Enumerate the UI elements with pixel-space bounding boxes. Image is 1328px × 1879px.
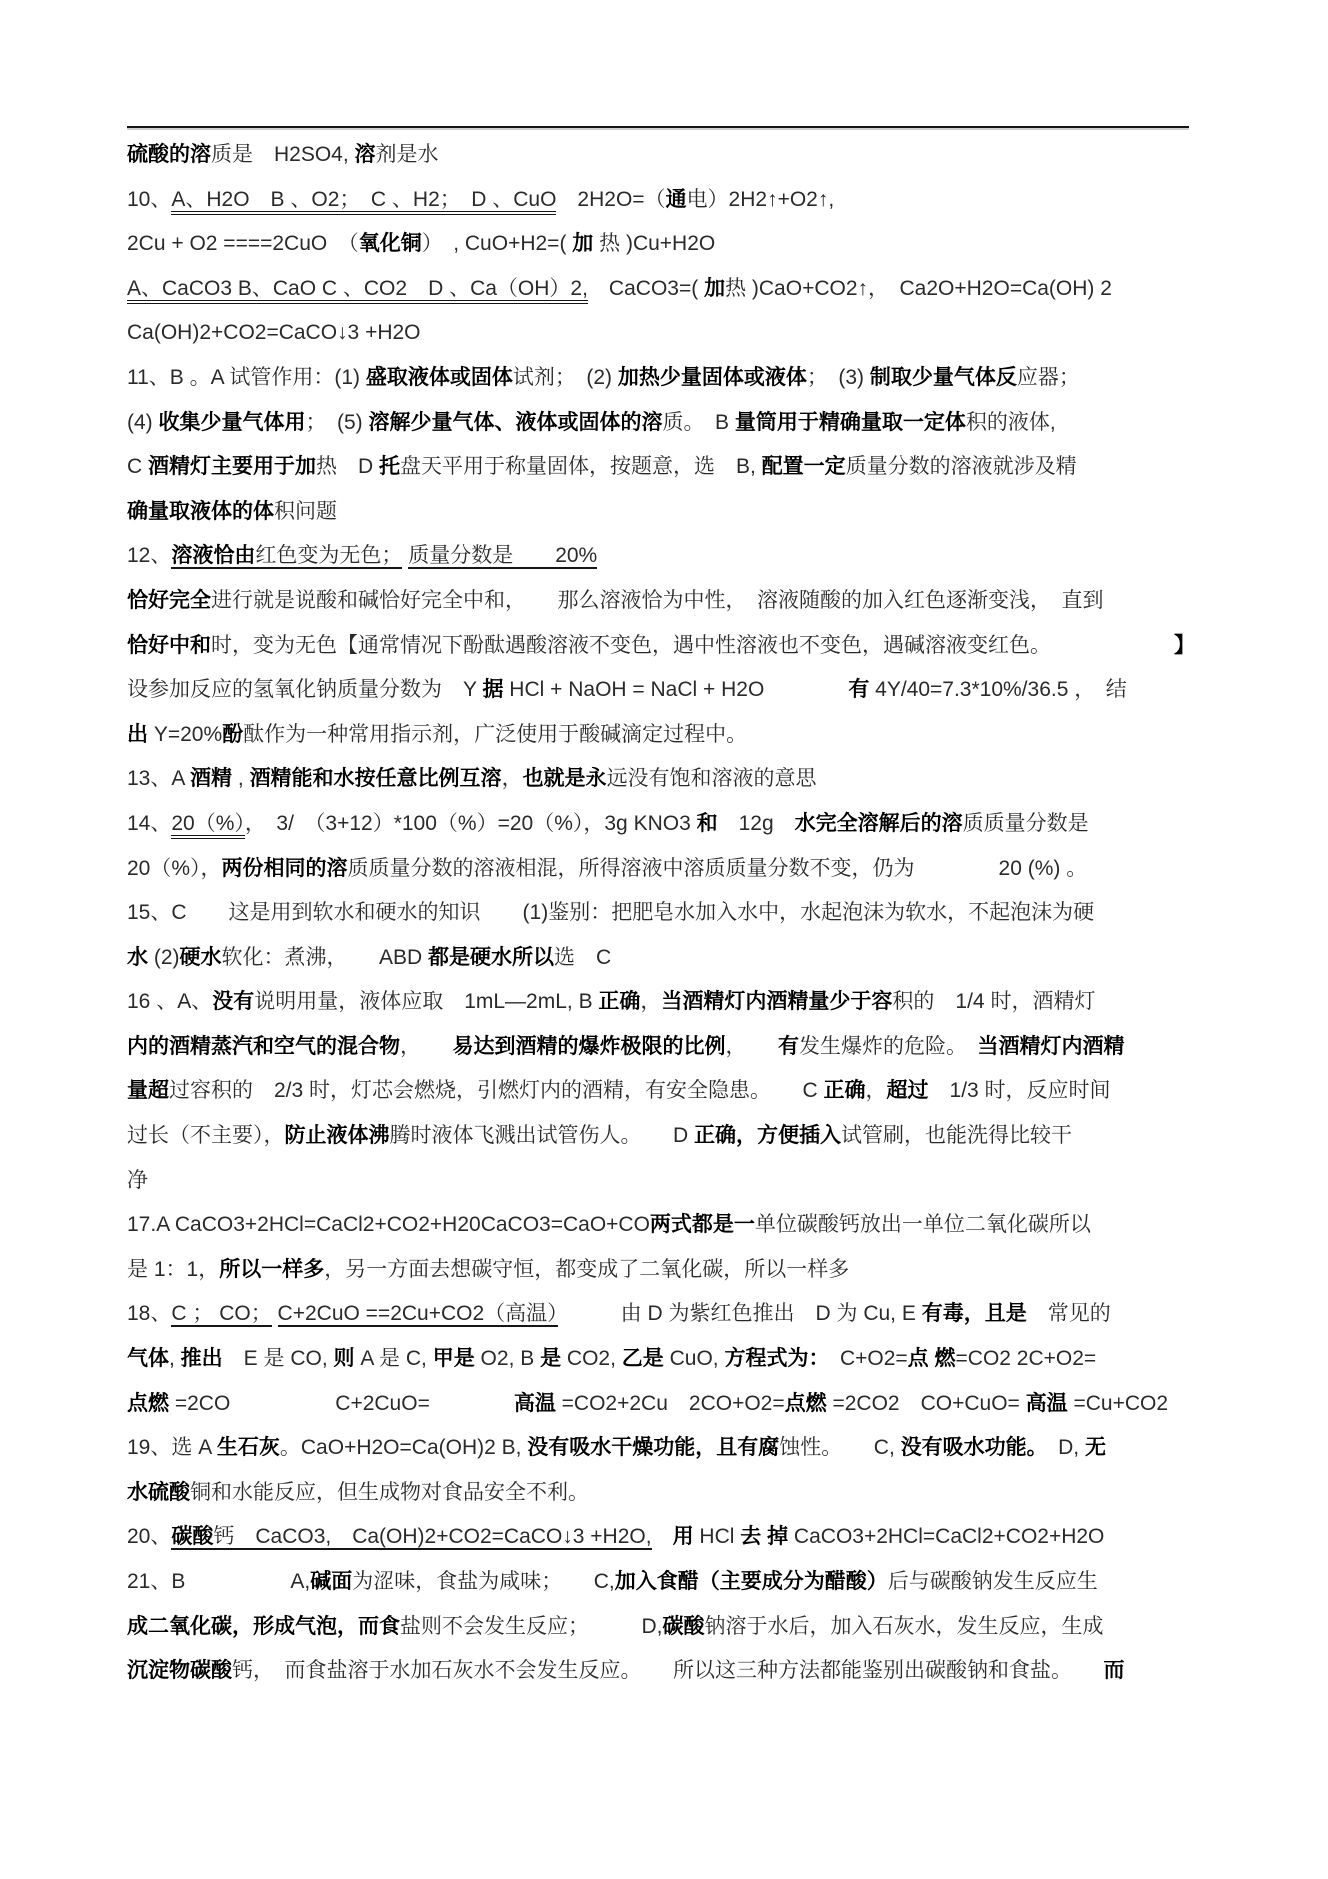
- text-segment: B,: [736, 455, 762, 479]
- text-segment: 后与碳酸钠发生反应生: [887, 1570, 1098, 1593]
- line-q10-a: [127, 178, 1195, 223]
- text-segment: 热 )Cu+H2O: [593, 232, 716, 256]
- text-segment: =Cu+CO2: [1067, 1391, 1169, 1415]
- text-segment: 也就是永: [522, 767, 607, 791]
- text-segment: 推出: [180, 1347, 223, 1371]
- text-segment: ，: [865, 1079, 887, 1103]
- text-segment: 说明用量，液体应取 1mL—2mL, B: [254, 990, 599, 1014]
- text-segment: 没有吸水功能。: [900, 1436, 1038, 1460]
- text-segment: =CO2+2Cu 2CO+O2=: [555, 1391, 785, 1415]
- text-segment: 两式都是一: [649, 1213, 755, 1237]
- text-segment: 方程式为：: [724, 1347, 819, 1371]
- line-q18-b: [127, 1337, 1195, 1382]
- text-segment: 选 C: [554, 945, 612, 969]
- line-q18-c: [127, 1382, 1195, 1427]
- text-segment: 铜和水能反应，但生成物对食品安全不利。: [190, 1480, 589, 1504]
- text-segment: HCl + NaOH = NaCl + H2O: [503, 678, 849, 702]
- text-segment: 都是硬水所以: [428, 945, 555, 969]
- text-segment: 溶液恰由: [171, 544, 256, 568]
- line-q12-a: [127, 534, 1195, 579]
- text-segment: (2): [148, 945, 180, 969]
- line-q12-e: [127, 713, 1195, 758]
- header-rule: [127, 126, 1189, 128]
- text-segment: ,: [232, 767, 250, 791]
- text-segment: 发生爆炸的危险。: [799, 1034, 978, 1058]
- text-segment: 试剂； (2): [512, 365, 618, 389]
- text-segment: 成二氧化碳，形成气泡，而食: [127, 1614, 400, 1638]
- text-segment: 正确: [823, 1079, 866, 1103]
- text-segment: 钙 CaCO3, Ca(OH)2+CO2=CaCO↓3 +H2O,: [213, 1525, 652, 1549]
- text-segment: 试管刷，也能洗得比较干: [841, 1124, 1072, 1148]
- text-segment: 托: [379, 455, 400, 479]
- text-segment: 正确: [598, 990, 641, 1014]
- text-segment: ； (3): [806, 365, 870, 389]
- text-segment: 碳酸: [662, 1614, 705, 1638]
- text-segment: 水完全溶解后的溶: [794, 811, 963, 835]
- text-segment: 量超: [127, 1079, 169, 1103]
- text-segment: 乙是: [621, 1347, 664, 1371]
- text-segment: 碱面: [310, 1570, 353, 1593]
- text-segment: 加: [572, 232, 594, 256]
- line-q13: [127, 757, 1195, 802]
- text-segment: CO2,: [561, 1347, 622, 1371]
- text-segment: 盐则不会发生反应； D,: [400, 1614, 663, 1638]
- text-segment: 2Cu + O2 ====2CuO （: [127, 232, 359, 256]
- text-segment: 电）2H2↑+O2↑,: [686, 187, 835, 211]
- text-segment: ） , CuO+H2=(: [421, 232, 573, 256]
- text-segment: 生石灰: [216, 1436, 280, 1460]
- line-q10-d: [127, 311, 1195, 356]
- text-segment: 12g: [717, 811, 795, 835]
- text-segment: 过容积的 2/3 时，灯芯会燃烧，引燃灯内的酒精，有安全隐患。 C: [169, 1079, 824, 1103]
- text-segment: O2, B: [474, 1347, 541, 1371]
- text-segment: ，: [400, 1034, 453, 1058]
- text-segment: Ca(OH)2+CO2=CaCO↓3 +H2O: [127, 321, 421, 345]
- line-q12-d: [127, 668, 1195, 713]
- text-segment: 盘天平用于称量固体，按题意，选: [400, 455, 736, 479]
- text-segment: 收集少量气体用: [158, 410, 306, 434]
- text-segment: 12、: [127, 544, 172, 568]
- text-segment: 】: [1174, 633, 1195, 657]
- text-segment: 应器；: [1016, 365, 1080, 389]
- text-segment: ,: [169, 1347, 181, 1371]
- text-segment: 所以一样多: [219, 1257, 325, 1281]
- text-segment: 酒精能和水按任意比例互溶: [249, 767, 502, 791]
- text-segment: 有: [848, 678, 870, 702]
- text-segment: HCl: [693, 1525, 741, 1549]
- text-segment: 时，变为无色【通常情况下酚酞遇酸溶液不变色，遇中性溶液也不变色，遇碱溶液变红色。: [211, 633, 1051, 657]
- text-segment: 钙， 而食盐溶于水加石灰水不会发生反应。 所以这三种方法都能鉴别出碳酸钠和食盐。: [232, 1659, 1104, 1683]
- text-segment: A、CaCO3 B、CaO C 、CO2 D 、Ca（OH）2,: [127, 277, 588, 304]
- text-segment: 没有: [212, 990, 255, 1014]
- text-segment: 质量分数的溶液就涉及精: [845, 455, 1077, 479]
- text-segment: CuO,: [663, 1347, 725, 1371]
- text-segment: 则: [333, 1347, 355, 1371]
- text-segment: 过长（不主要），: [127, 1124, 285, 1148]
- text-segment: 氧化铜: [358, 232, 422, 256]
- text-segment: E 是 CO,: [222, 1347, 334, 1371]
- text-segment: 由 D 为紫红色推出 D 为 Cu, E: [557, 1302, 922, 1326]
- text-segment: 质是: [211, 143, 253, 166]
- line-q17-a: [127, 1203, 1195, 1248]
- text-segment: 是 1：1，: [127, 1257, 220, 1281]
- text-segment: ，: [501, 767, 523, 791]
- text-segment: 有: [778, 1034, 799, 1058]
- text-segment: 恰好中和: [127, 633, 211, 657]
- text-segment: 进行就是说酸和碱恰好完全中和， 那么溶液恰为中性， 溶液随酸的加入红色逐渐变浅， 直到: [211, 588, 1104, 612]
- line-q10-b: [127, 222, 1195, 267]
- text-segment: 据: [482, 678, 504, 702]
- text-segment: 配置一定: [761, 455, 846, 479]
- text-segment: C: [127, 455, 148, 479]
- text-segment: 4Y/40=7.3*10%/36.5 ， 结: [869, 678, 1127, 702]
- text-segment: D,: [1037, 1436, 1085, 1460]
- text-segment: 确量取液体的体: [127, 499, 274, 523]
- text-segment: 1/3 时，反应时间: [928, 1079, 1111, 1103]
- text-segment: 为涩味，食盐为咸味； C,: [352, 1570, 615, 1593]
- text-segment: 恰好完全: [127, 588, 211, 612]
- text-segment: 积问题: [274, 499, 337, 523]
- text-segment: 酒精灯主要用于加: [148, 455, 316, 479]
- line-q12-b: [127, 579, 1195, 624]
- text-segment: 剂是水: [375, 143, 439, 166]
- text-segment: ， 3/ （3+12）*100（%）=20（%），3g KNO3: [244, 811, 697, 835]
- text-segment: 2H2O=（: [556, 187, 666, 211]
- text-segment: 沉淀物碳酸: [127, 1659, 232, 1683]
- text-segment: 热 D: [316, 455, 379, 479]
- text-segment: 20（%），: [127, 856, 222, 880]
- text-segment: 水: [127, 945, 148, 969]
- text-segment: 和: [696, 811, 718, 835]
- text-segment: 18、: [127, 1302, 172, 1326]
- text-segment: 20（%）: [171, 812, 245, 839]
- text-segment: 碳酸: [171, 1525, 214, 1549]
- text-segment: 高温: [513, 1391, 556, 1415]
- line-q20: [127, 1515, 1195, 1560]
- text-segment: 内的酒精蒸汽和空气的混合物: [127, 1034, 400, 1058]
- text-segment: 热 )CaO+CO2↑， Ca2O+H2O=Ca(OH) 2: [725, 276, 1112, 300]
- text-segment: A 是 C,: [354, 1347, 433, 1371]
- line-09-tail: [127, 133, 1195, 178]
- text-segment: 加热少量固体或液体: [617, 365, 807, 389]
- line-q21-c: [127, 1649, 1195, 1694]
- text-segment: =CO2 2C+O2=: [955, 1347, 1097, 1371]
- text-segment: CaCO3=(: [587, 276, 705, 300]
- text-segment: 蚀性。 C,: [779, 1436, 901, 1460]
- text-segment: 质质量分数的溶液相混，所得溶液中溶质质量分数不变，仍为 20 (%) 。: [347, 856, 1088, 880]
- text-segment: 通: [665, 187, 687, 211]
- text-segment: [272, 1302, 278, 1325]
- text-segment: 正确，方便插入: [694, 1124, 841, 1148]
- text-segment: 没有吸水干燥功能，且有腐: [527, 1436, 780, 1460]
- line-q18-a: [127, 1292, 1195, 1337]
- text-segment: 质质量分数是: [962, 811, 1089, 835]
- line-q15-b: [127, 936, 1195, 981]
- text-segment: 质。 B: [662, 410, 735, 434]
- line-q11-a: [127, 356, 1195, 401]
- text-segment: 点 燃: [907, 1347, 956, 1371]
- text-segment: ，: [640, 990, 662, 1014]
- text-segment: 用: [672, 1525, 694, 1549]
- line-q21-b: [127, 1605, 1195, 1650]
- line-q16-b: [127, 1025, 1195, 1070]
- text-segment: 两份相同的溶: [221, 856, 348, 880]
- line-q16-d: [127, 1114, 1195, 1159]
- text-segment: 去 掉: [740, 1525, 789, 1549]
- text-segment: 酒精: [190, 767, 233, 791]
- text-segment: 17.A CaCO3+2HCl=CaCl2+CO2+H20CaCO3=CaO+CO: [127, 1213, 650, 1237]
- text-segment: 硫酸的溶: [127, 143, 211, 166]
- text-segment: 当酒精灯内酒精: [977, 1034, 1125, 1058]
- text-segment: 甲是: [432, 1347, 475, 1371]
- text-segment: 加: [704, 276, 726, 300]
- line-q21-a: [127, 1560, 1195, 1605]
- text-segment: 14、: [127, 811, 172, 835]
- text-segment: CaCO3+2HCl=CaCl2+CO2+H2O: [788, 1525, 1105, 1549]
- text-segment: 19、选 A: [127, 1436, 217, 1460]
- text-segment: 16 、A、: [127, 990, 213, 1014]
- text-segment: 有毒，且是: [921, 1302, 1027, 1326]
- text-segment: 软化：煮沸， ABD: [221, 945, 429, 969]
- document-body: [127, 133, 1195, 1694]
- line-q12-c: [127, 624, 1195, 669]
- text-segment: 点燃: [784, 1391, 827, 1415]
- text-segment: C ； CO；: [171, 1302, 272, 1326]
- text-segment: 高温: [1025, 1391, 1068, 1415]
- text-segment: 常见的: [1026, 1302, 1111, 1326]
- text-segment: 酚: [222, 722, 244, 746]
- text-segment: 是: [540, 1347, 562, 1371]
- text-segment: 出: [127, 722, 148, 746]
- text-segment: ； (5): [305, 410, 369, 434]
- line-q11-b: [127, 401, 1195, 446]
- text-segment: Y=20%: [148, 722, 223, 746]
- text-segment: 硬水: [179, 945, 222, 969]
- text-segment: 质量分数是 20%: [408, 544, 598, 568]
- line-q17-b: [127, 1248, 1195, 1293]
- text-segment: H2SO4,: [253, 143, 355, 166]
- text-segment: 单位碳酸钙放出一单位二氧化碳所以: [754, 1213, 1091, 1237]
- text-segment: C+2CuO ==2Cu+CO2（高温）: [277, 1302, 558, 1326]
- line-q19-a: [127, 1426, 1195, 1471]
- text-segment: 溶: [354, 143, 376, 166]
- text-segment: 钠溶于水后，加入石灰水，发生反应，生成: [704, 1614, 1104, 1638]
- text-segment: ，: [725, 1034, 778, 1058]
- text-segment: 11、B 。A 试管作用：(1): [127, 365, 366, 389]
- text-segment: 量筒用于精确量取一定体: [734, 410, 966, 434]
- line-q11-c: [127, 445, 1195, 490]
- text-segment: 。CaO+H2O=Ca(OH)2 B,: [279, 1436, 528, 1460]
- text-segment: 加入食醋（主要成分为醋酸）: [614, 1570, 888, 1593]
- text-segment: 超过: [886, 1079, 929, 1103]
- line-q16-a: [127, 980, 1195, 1025]
- line-q19-b: [127, 1471, 1195, 1516]
- text-segment: 防止液体沸: [284, 1124, 390, 1148]
- text-segment: (4): [127, 410, 159, 434]
- text-segment: 腾时液体飞溅出试管伤人。 D: [389, 1124, 694, 1148]
- text-segment: 13、A: [127, 767, 191, 791]
- text-segment: 而: [1103, 1659, 1125, 1683]
- text-segment: 红色变为无色；: [255, 544, 403, 568]
- line-q11-d: [127, 490, 1195, 535]
- text-segment: 10、: [127, 187, 172, 211]
- line-q14-b: [127, 847, 1195, 892]
- text-segment: 净: [127, 1168, 148, 1192]
- text-segment: 远没有饱和溶液的意思: [606, 767, 817, 791]
- text-segment: 点燃: [127, 1391, 169, 1415]
- text-segment: 20、: [127, 1525, 172, 1549]
- text-segment: =2CO2 CO+CuO=: [826, 1391, 1026, 1415]
- text-segment: 积的液体,: [965, 410, 1056, 434]
- text-segment: 制取少量气体反: [869, 365, 1017, 389]
- line-q10-c: [127, 267, 1195, 312]
- text-segment: 溶解少量气体、液体或固体的溶: [368, 410, 663, 434]
- line-q16-c: [127, 1069, 1195, 1114]
- text-segment: 当酒精灯内酒精量少于容: [661, 990, 893, 1014]
- line-q14-a: [127, 802, 1195, 847]
- text-segment: 气体: [127, 1347, 169, 1371]
- line-q15-a: [127, 891, 1195, 936]
- text-segment: 易达到酒精的爆炸极限的比例: [452, 1034, 726, 1058]
- text-segment: 无: [1084, 1436, 1106, 1460]
- text-segment: [652, 1525, 673, 1548]
- text-segment: 21、B A,: [127, 1570, 311, 1593]
- text-segment: 盛取液体或固体: [365, 365, 513, 389]
- line-q16-e: [127, 1159, 1195, 1204]
- text-segment: ，另一方面去想碳守恒，都变成了二氧化碳，所以一样多: [324, 1257, 850, 1281]
- text-segment: 设参加反应的氢氧化钠质量分数为 Y: [127, 678, 483, 702]
- text-segment: 积的 1/4 时，酒精灯: [892, 990, 1096, 1014]
- text-segment: 水硫酸: [127, 1480, 190, 1504]
- text-segment: =2CO C+2CuO=: [169, 1391, 514, 1415]
- text-segment: 酞作为一种常用指示剂，广泛使用于酸碱滴定过程中。: [243, 722, 748, 746]
- text-segment: C+O2=: [818, 1347, 908, 1371]
- text-segment: 15、C 这是用到软水和硬水的知识 (1)鉴别：把肥皂水加入水中，水起泡沫为软水，不起泡沫为硬: [127, 901, 1095, 925]
- text-segment: A、H2O B 、O2； C 、H2； D 、CuO: [171, 188, 556, 215]
